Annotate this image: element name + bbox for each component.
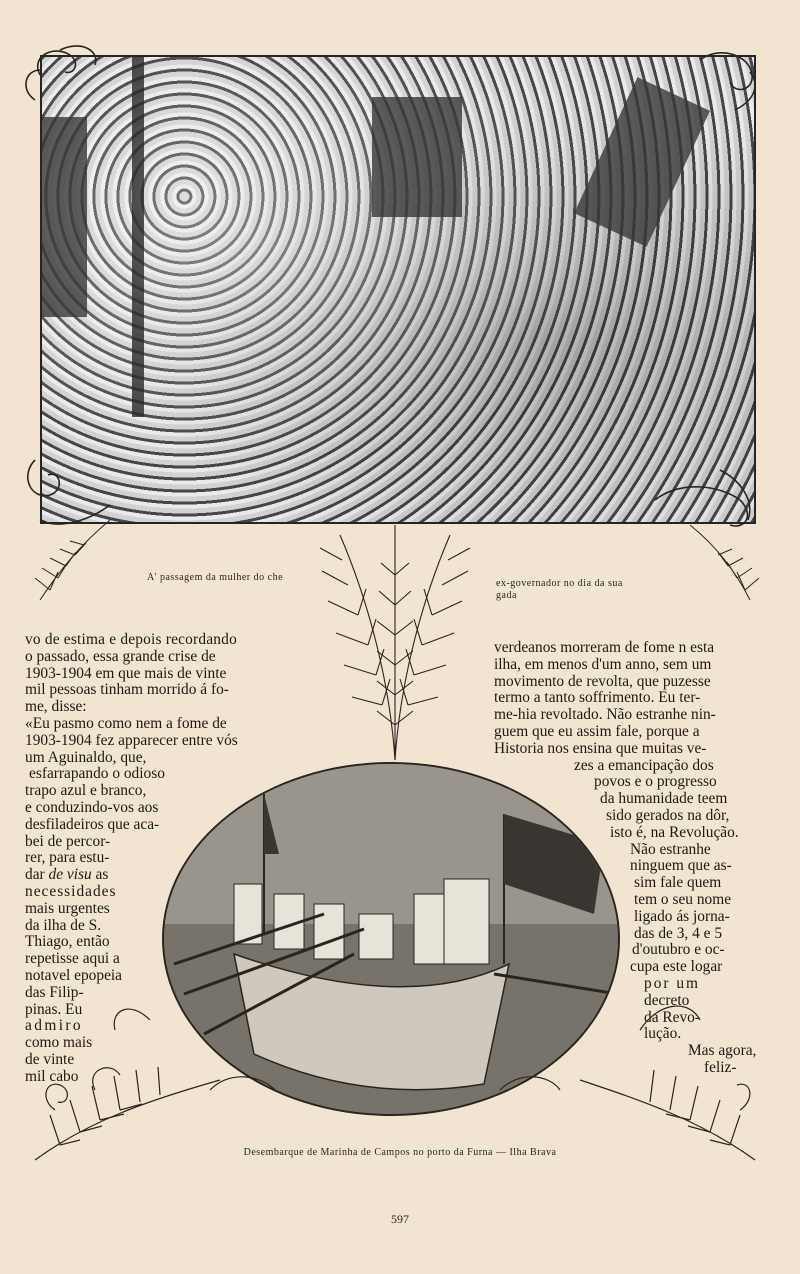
text-line: isto é, na Revolução. xyxy=(610,823,739,841)
top-photo-caption-left: A' passagem da mulher do che xyxy=(146,572,284,583)
text-fragment: as xyxy=(95,866,109,884)
page-number: 597 xyxy=(391,1212,409,1226)
text-line: como mais xyxy=(25,1034,93,1052)
text-line: Não estranhe xyxy=(630,840,711,858)
text-line: ninguem que as- xyxy=(630,857,732,875)
top-photo-caption-right-line2: gada xyxy=(496,590,517,601)
text-line: vo de estima e depois recordando xyxy=(25,631,237,648)
text-line: bei de percor- xyxy=(25,832,111,850)
text-line: termo a tanto soffrimento. Eu ter- xyxy=(494,689,701,707)
text-line: da humanidade teem xyxy=(600,790,728,808)
text-line: d'outubro e oc- xyxy=(632,941,725,959)
text-line: repetisse aqui a xyxy=(25,950,120,968)
text-line: de vinte xyxy=(25,1050,75,1068)
text-line: movimento de revolta, que puzesse xyxy=(494,672,711,690)
text-line: lução. xyxy=(644,1025,682,1043)
text-line: mil cabo xyxy=(25,1067,79,1085)
text-line: o passado, essa grande crise de xyxy=(25,647,216,665)
text-line: tem o seu nome xyxy=(634,890,732,908)
text-line: mil pessoas tinham morrido á fo- xyxy=(25,681,229,699)
text-line: necessidades xyxy=(25,882,117,900)
text-line: povos e o progresso xyxy=(594,773,717,791)
top-photo-caption-right-line1: ex-governador no dia da sua xyxy=(496,578,623,589)
text-line: feliz- xyxy=(704,1058,737,1076)
text-line: pinas. Eu xyxy=(25,1000,83,1018)
text-line: da ilha de S. xyxy=(25,916,102,934)
text-line: notavel epopeia xyxy=(25,966,123,984)
text-line: zes a emancipação dos xyxy=(574,756,714,774)
text-line: trapo azul e branco, xyxy=(25,782,147,800)
boat-photo-caption: Desembarque de Marinha de Campos no porto da Furna — Ilha Brava xyxy=(243,1147,557,1158)
text-line: admiro xyxy=(25,1017,83,1035)
text-line: Historia nos ensina que muitas ve- xyxy=(494,739,707,757)
text-line: rer, para estu- xyxy=(25,849,110,867)
text-line: um Aguinaldo, que, xyxy=(25,748,147,766)
text-line: das Filip- xyxy=(25,983,84,1001)
text-line: e conduzindo-vos aos xyxy=(25,798,159,816)
text-line: por um xyxy=(644,974,701,992)
text-line: da Revo- xyxy=(644,1008,700,1026)
text-line: guem que eu assim fale, porque a xyxy=(494,722,700,740)
latin-phrase: de visu xyxy=(48,866,92,884)
text-line: ilha, em menos d'um anno, sem um xyxy=(494,655,712,673)
text-line: 1903-1904 fez apparecer entre vós xyxy=(25,731,238,749)
text-line: mais urgentes xyxy=(25,899,110,917)
text-line: verdeanos morreram de fome n esta xyxy=(494,639,715,656)
text-line: «Eu pasmo como nem a fome de xyxy=(25,714,227,732)
text-line: cupa este logar xyxy=(630,958,723,976)
text-line: Thiago, então xyxy=(25,933,110,951)
text-line: esfarrapando o odioso xyxy=(29,765,165,783)
text-line: desfiladeiros que aca- xyxy=(25,815,160,833)
text-line: Mas agora, xyxy=(688,1042,757,1060)
text-line: decreto xyxy=(644,991,690,1009)
text-line: me, disse: xyxy=(25,698,87,716)
text-line: das de 3, 4 e 5 xyxy=(634,924,723,942)
text-fragment: dar xyxy=(25,866,45,884)
text-line: ligado ás jorna- xyxy=(634,907,730,925)
palm-ornament xyxy=(310,525,480,765)
text-line: sim fale quem xyxy=(634,874,722,892)
text-line: 1903-1904 em que mais de vinte xyxy=(25,664,227,682)
text-line: me-hia revoltado. Não estranhe nin- xyxy=(494,706,716,724)
text-line: sido gerados na dôr, xyxy=(606,806,730,824)
